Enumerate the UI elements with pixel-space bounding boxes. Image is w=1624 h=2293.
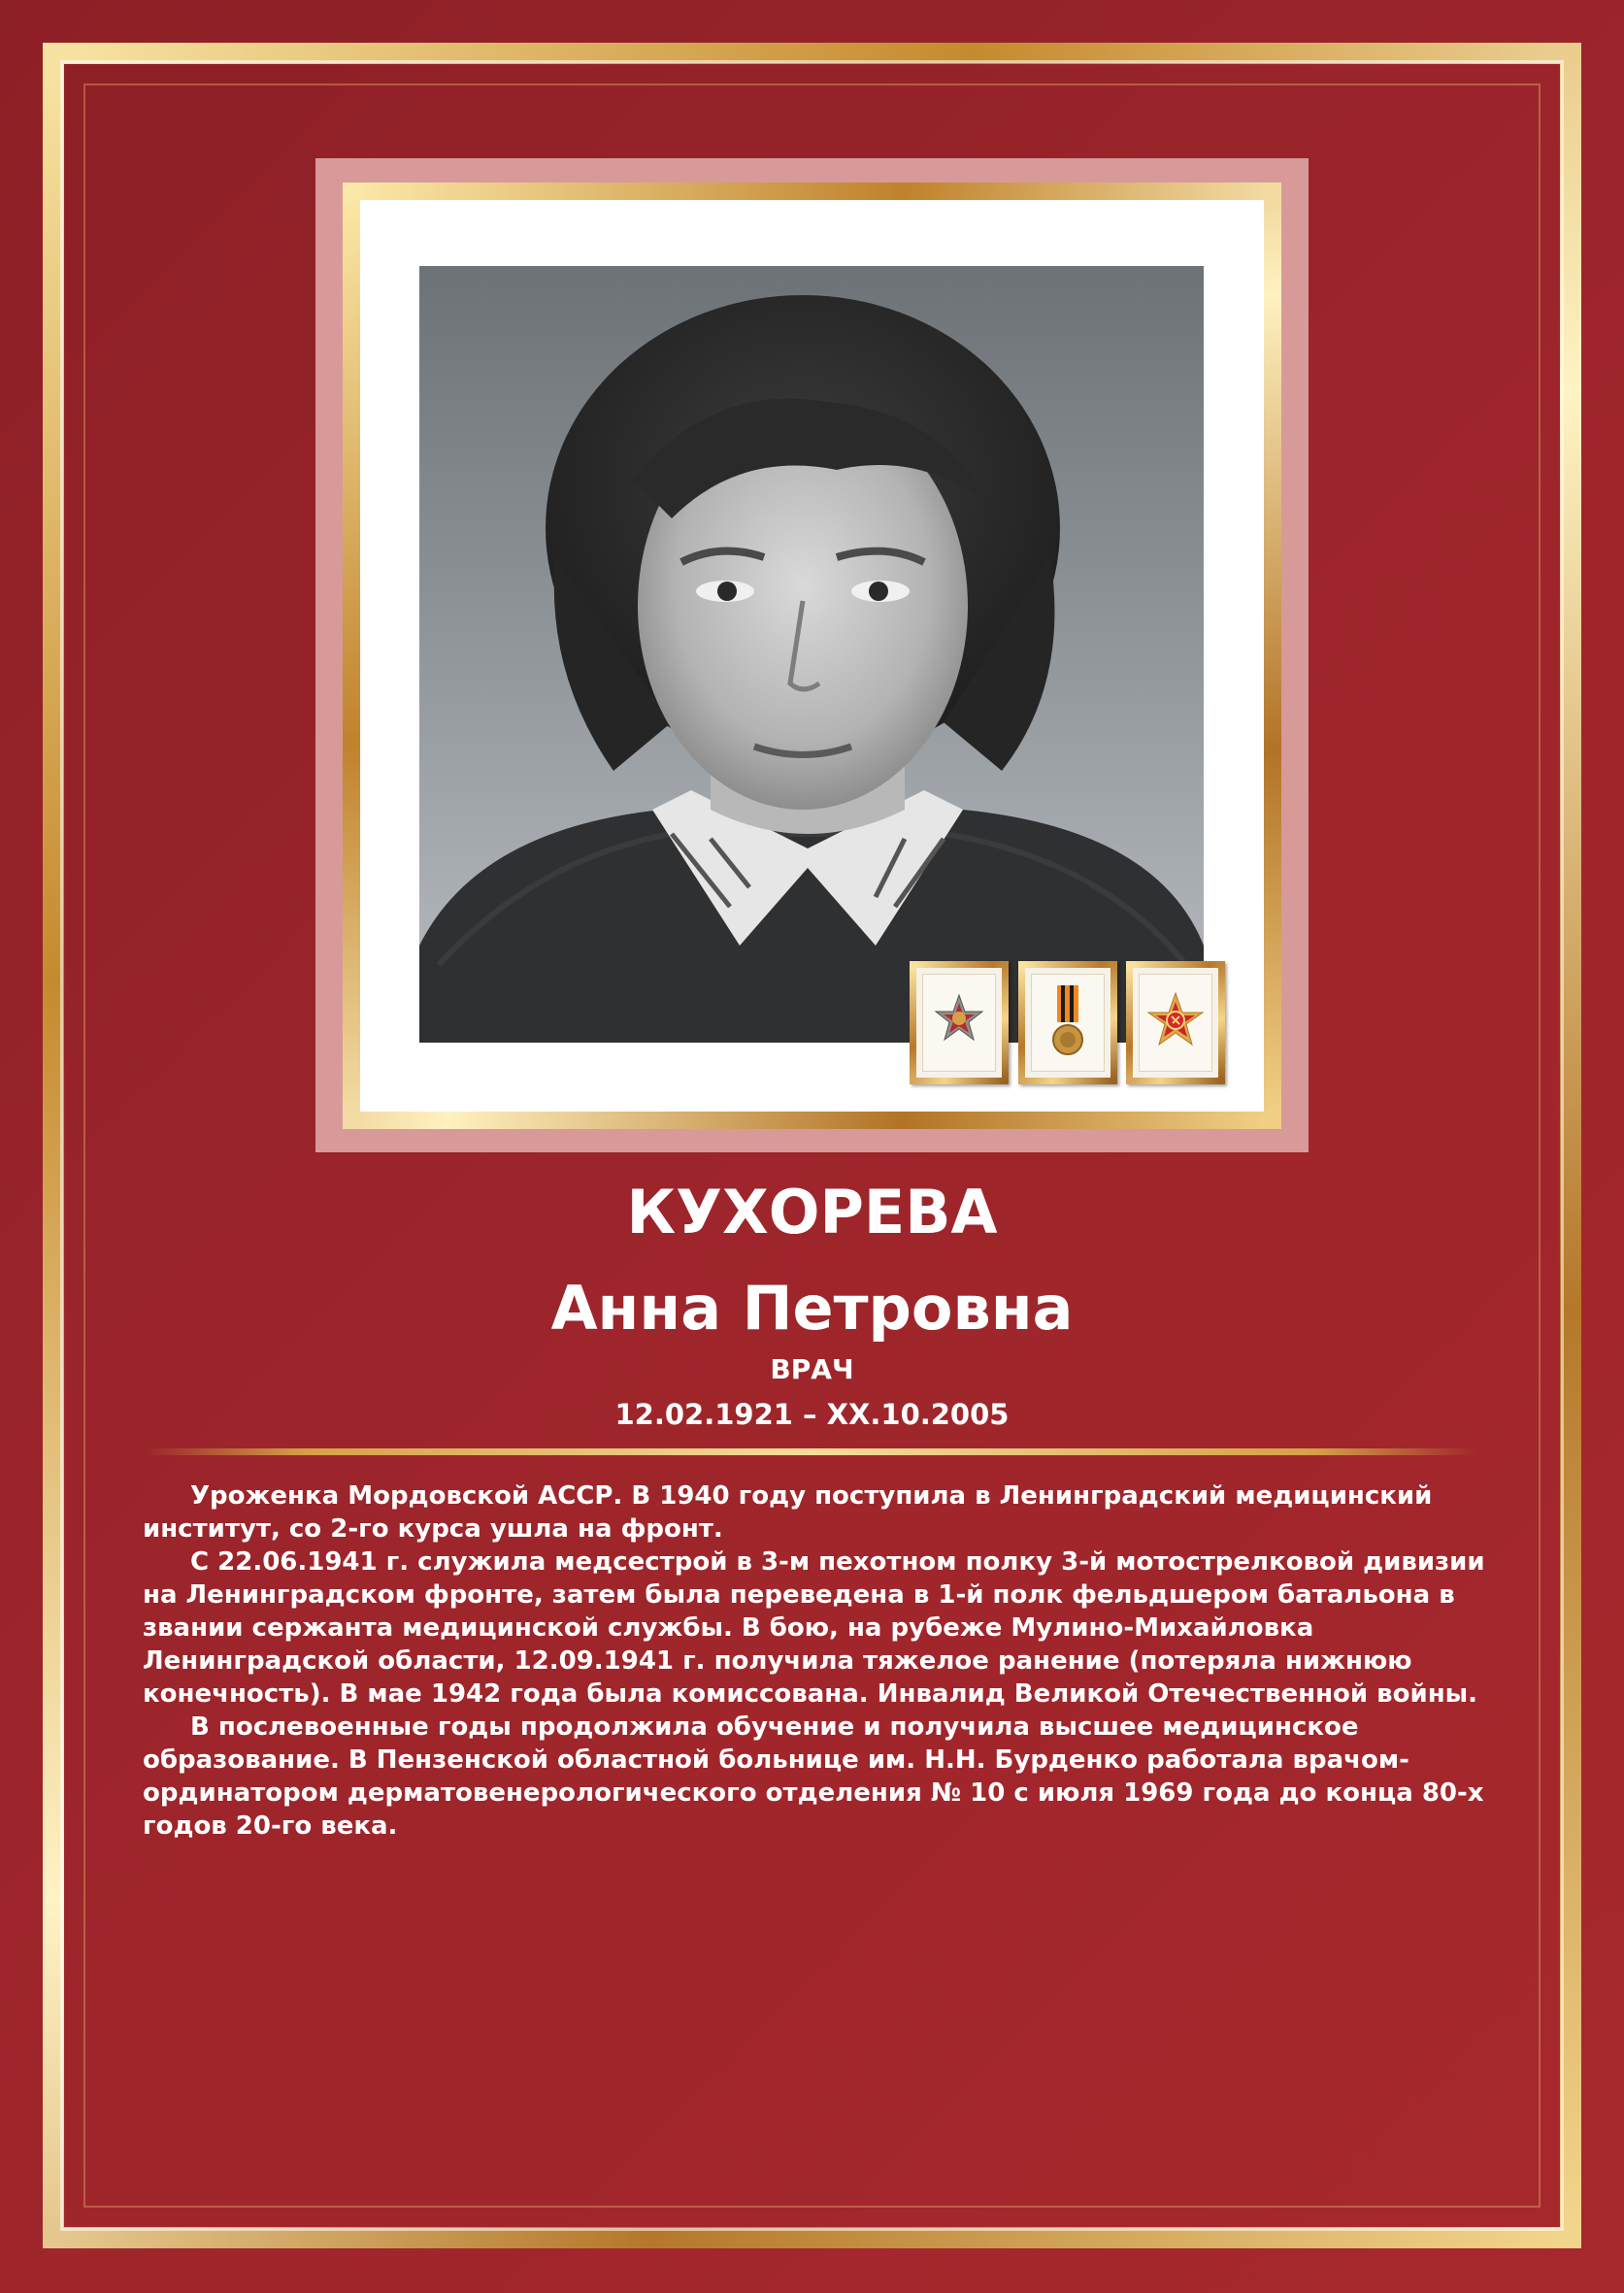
person-life-dates: 12.02.1921 – ХХ.10.2005: [614, 1398, 1010, 1431]
portrait-illustration: [419, 266, 1204, 1043]
portrait-photo: [419, 266, 1204, 1043]
order-patriotic-war-icon: [916, 968, 1002, 1078]
medal-frame-1: [910, 961, 1009, 1084]
medal-frame-2: [1018, 961, 1117, 1084]
person-profession: ВРАЧ: [770, 1353, 854, 1385]
medal-frame-3: [1126, 961, 1225, 1084]
biography-paragraph: В послевоенные годы продолжила обучение и получила высшее медицинское образование. В Пензенской областной больнице им. Н.Н. Бурденко работала врачом-ординатором дерматовенерологического отделения № 10 с июля 1969 года до конца 80-х годов 20-го века.: [143, 1712, 1484, 1841]
biography-paragraph: Уроженка Мордовской АССР. В 1940 году поступила в Ленинградский медицинский институт, со 2-го курса ушла на фронт.: [143, 1481, 1433, 1544]
order-patriotic-war-jubilee-icon: [1133, 968, 1218, 1078]
biography-paragraph: С 22.06.1941 г. служила медсестрой в 3-м пехотном полку 3-й мотострелковой дивизии на Ленинградском фронте, затем была переведена в 1-й полк фельдшером батальона в звании сержанта медицинской службы. В бою, на рубеже Мулино-Михайловка Ленинградской области, 12.09.1941 г. получила тяжелое ранение (потеряла нижнюю конечность). В мае 1942 года была комиссована. Инвалид Великой Отечественной войны.: [143, 1547, 1485, 1709]
biography: [143, 1479, 1502, 1843]
person-given-names: Анна Петровна: [550, 1273, 1074, 1344]
person-surname: КУХОРЕВА: [626, 1177, 998, 1247]
gold-divider: [146, 1448, 1475, 1455]
medal-victory-over-germany-icon: [1025, 968, 1110, 1078]
